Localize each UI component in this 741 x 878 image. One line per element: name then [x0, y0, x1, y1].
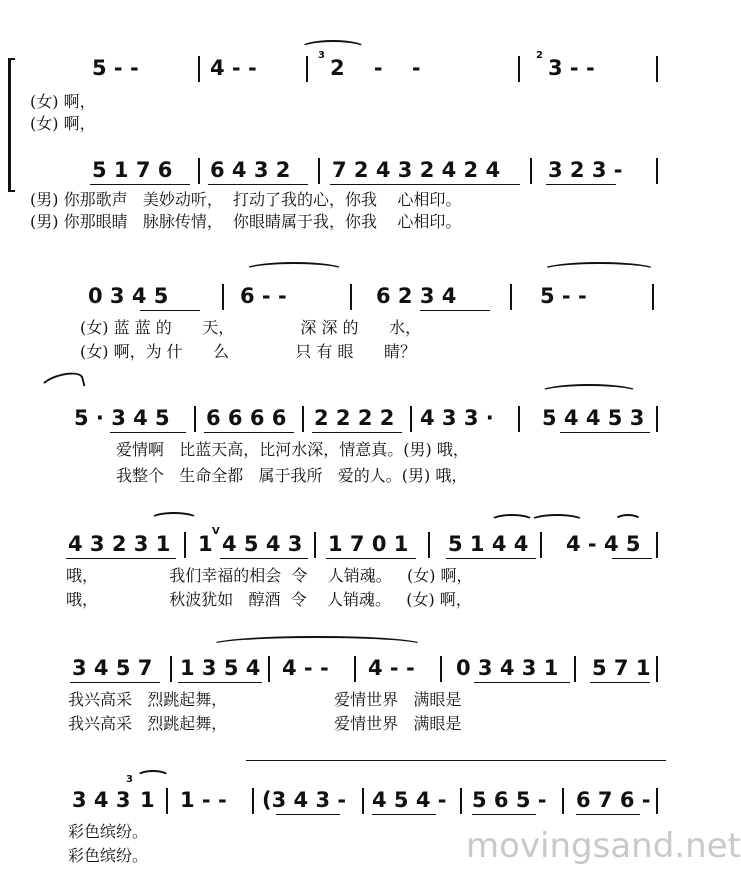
lyric-row-6-line-2: 彩色缤纷。 [68, 846, 149, 865]
lyric-row-4-line-2: 哦， 秋波犹如 醇酒 令 人销魂。 (女) 啊， [66, 590, 472, 609]
lyric-row-3-line-2: 我整个 生命全都 属于我所 爱的人。(男) 哦， [116, 466, 468, 485]
lyric-row-5-line-2: 我兴高采 烈跳起舞， 爱情世界 满眼是 [68, 714, 462, 733]
score-page: 5 - - 4 - - 3 2 - - 2 3 - - (女) 啊， (女) 啊， 5 1 7 6 6 4 3 2 7 2 4 3 2 4 2 4 3 2 3 - (男) 你那歌声 美妙动听， 打动了我的心，你我 心相印。 (男) 你那眼睛 脉脉传情， 你眼睛属于我，你我 心相印。 0 3 4 5 6 - - 6 2 3 4 5 - - (女) 蓝 蓝 的 天， 深 深 的 水， (女) 啊，为 什 么 只 有 眼 睛？ 5 · 3 4 5 6 6 6 6 2 2 2 2 4 3 3 · 5 4 4 5 3 爱情啊 比蓝天高，比河水深，情意真。(男) 哦， 我整个 生命全都 属于我所 爱的人。(男) 哦， 4 3 2 3 1 1 V 4 5 4 3 1 7 0 1 5 1 4 4 4 - 4 5 哦， 我们幸福的相会 令 人销魂。 (女) 啊， 哦， 秋波犹如 醇酒 令 人销魂。 (女) 啊， 3 4 5 7 1 3 5 4 4 - - 4 - - 0 3 4 3 1 5 7 1 我兴高采 烈跳起舞， 爱情世界 满眼是 我兴高采 烈跳起舞， 爱情世界 满眼是 3 4 3 3 1 1 - - (3 4 3 - 4 5 4 - 5 6 5 - 6 7 6 - 彩色缤纷。 彩色缤纷。 movingsand.net [0, 0, 672, 878]
lyric-row-3-line-1: 爱情啊 比蓝天高，比河水深，情意真。(男) 哦， [116, 440, 469, 459]
lyric-row-0-line-2: (女) 啊， [30, 114, 96, 133]
lyric-row-2-line-1: (女) 蓝 蓝 的 天， 深 深 的 水， [80, 318, 422, 337]
lyric-row-1-line-2: (男) 你那眼睛 脉脉传情， 你眼睛属于我，你我 心相印。 [30, 212, 462, 231]
lyric-row-6-line-1: 彩色缤纷。 [68, 822, 149, 841]
lyric-row-2-line-2: (女) 啊，为 什 么 只 有 眼 睛？ [80, 342, 416, 361]
lyric-row-5-line-1: 我兴高采 烈跳起舞， 爱情世界 满眼是 [68, 690, 462, 709]
system-bracket [8, 58, 15, 192]
lyric-row-0-line-1: (女) 啊， [30, 92, 96, 111]
lyric-row-4-line-1: 哦， 我们幸福的相会 令 人销魂。 (女) 啊， [66, 566, 473, 585]
lyric-row-1-line-1: (男) 你那歌声 美妙动听， 打动了我的心，你我 心相印。 [30, 190, 462, 209]
watermark: movingsand.net [466, 826, 741, 866]
